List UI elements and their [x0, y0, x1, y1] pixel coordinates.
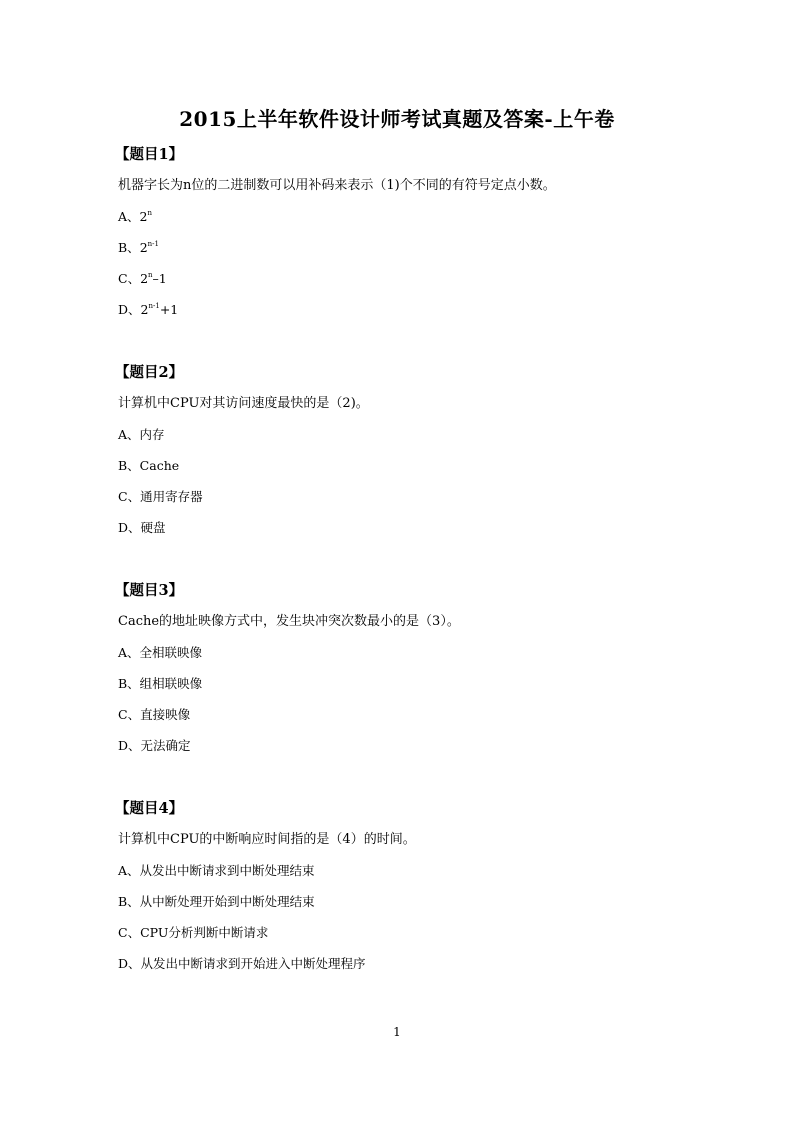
option-exponent: n-1	[148, 302, 160, 310]
option-base: 2	[139, 209, 148, 224]
option-exponent: n	[147, 209, 152, 217]
option-exponent: n-1	[147, 240, 159, 248]
option-a	[118, 208, 698, 226]
page-title: 2015上半年软件设计师考试真题及答案-上午卷	[179, 107, 615, 131]
option-exponent: n	[148, 271, 153, 279]
option-base: 2	[140, 271, 149, 286]
question-stem: 机器字长为n位的二进制数可以用补码来表示（1)个不同的有符号定点小数。	[118, 178, 556, 193]
question-stem: 计算机中CPU的中断响应时间指的是（4）的时间。	[118, 832, 416, 847]
option-a: A、全相联映像	[118, 645, 203, 660]
question-4	[115, 799, 698, 973]
question-heading: 【题目4】	[115, 800, 184, 817]
option-c: C、CPU分析判断中断请求	[118, 925, 269, 940]
option-c: C、直接映像	[118, 707, 191, 722]
option-prefix: A、	[118, 209, 140, 224]
question-heading: 【题目1】	[115, 146, 184, 163]
question-heading: 【题目3】	[115, 582, 184, 599]
question-stem: 计算机中CPU对其访问速度最快的是（2)。	[118, 396, 369, 411]
option-b	[118, 239, 698, 257]
option-c	[118, 270, 698, 288]
option-prefix: D、	[118, 302, 141, 317]
option-d: D、从发出中断请求到开始进入中断处理程序	[118, 956, 366, 971]
option-suffix: +1	[159, 302, 179, 317]
option-a: A、从发出中断请求到中断处理结束	[118, 863, 315, 878]
option-suffix: –1	[152, 271, 167, 286]
option-base: 2	[139, 240, 148, 255]
option-d: D、硬盘	[118, 520, 166, 535]
question-2	[115, 363, 698, 537]
option-a: A、内存	[118, 427, 165, 442]
option-prefix: C、	[118, 271, 141, 286]
option-b: B、Cache	[118, 458, 180, 473]
option-d: D、无法确定	[118, 738, 191, 753]
option-base: 2	[140, 302, 149, 317]
question-stem: Cache的地址映像方式中，发生块冲突次数最小的是（3）。	[118, 614, 460, 629]
question-3	[115, 581, 698, 755]
question-1	[115, 145, 698, 319]
page-number: 1	[393, 1025, 401, 1039]
option-c: C、通用寄存器	[118, 489, 203, 504]
option-d	[118, 301, 698, 319]
option-b: B、从中断处理开始到中断处理结束	[118, 894, 315, 909]
option-prefix: B、	[118, 240, 140, 255]
option-b: B、组相联映像	[118, 676, 203, 691]
question-heading: 【题目2】	[115, 364, 184, 381]
